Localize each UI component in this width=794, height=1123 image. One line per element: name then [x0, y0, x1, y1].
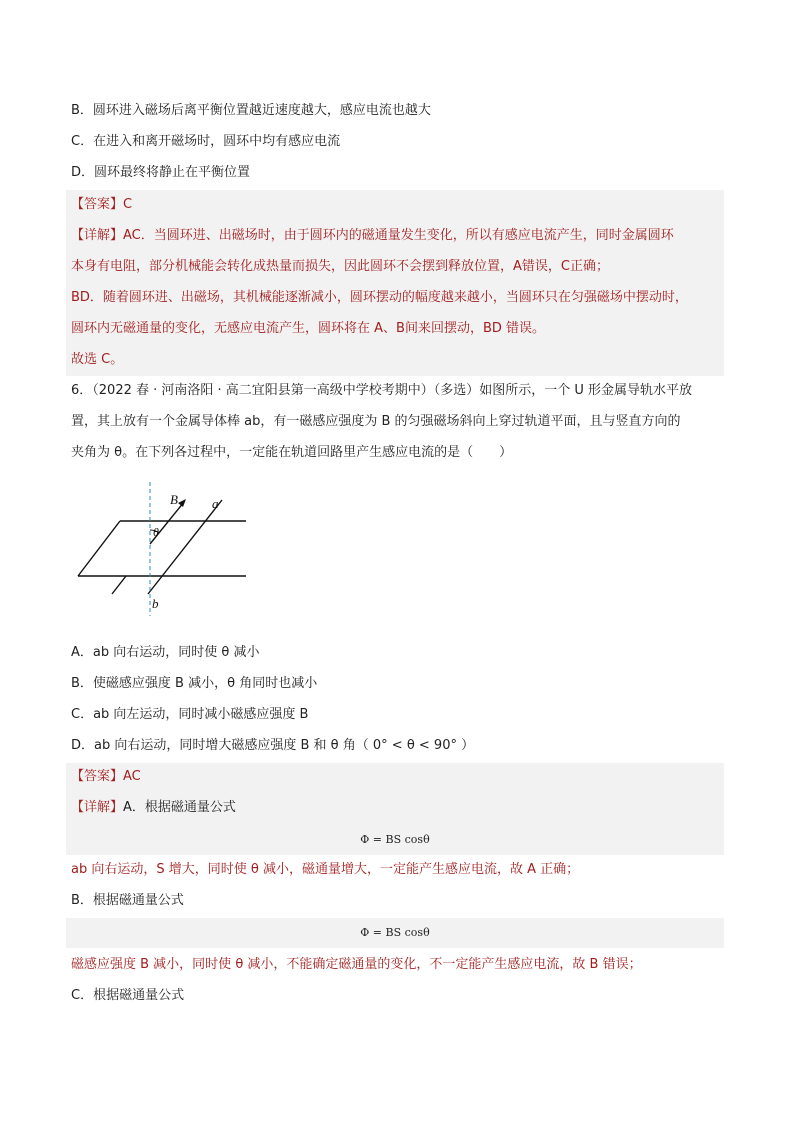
label-B: B — [170, 492, 178, 507]
q6-option-c: C．ab 向左运动，同时减小磁感应强度 B — [71, 707, 309, 722]
q6-detail-b: B．根据磁通量公式 — [71, 893, 184, 908]
prev-answer: 【答案】C — [71, 197, 133, 212]
prev-detail-line: 本身有电阻，部分机械能会转化成热量而损失，因此圆环不会摆到释放位置，A错误，C正确； — [71, 259, 609, 274]
detail-tag: 【详解】 — [71, 800, 124, 815]
rail-lower-stub — [112, 576, 126, 594]
prev-detail-line: 圆环内无磁通量的变化，无感应电流产生，圆环将在 A、B间来回摆动，BD 错误。 — [71, 321, 546, 336]
q6-stem-line: 6．（2022 春 · 河南洛阳 · 高二宜阳县第一高级中学校考期中）（多选）如图所示，一个 U 形金属导轨水平放 — [71, 383, 693, 398]
q6-option-a: A．ab 向右运动，同时使 θ 减小 — [71, 645, 260, 660]
u-rail-figure — [70, 476, 260, 626]
label-b: b — [152, 596, 159, 611]
q6-stem-line: 夹角为 θ。在下列各过程中，一定能在轨道回路里产生感应电流的是（ ） — [71, 445, 513, 460]
formula-flux-1: Φ = BS cosθ — [360, 833, 430, 846]
q6-detail-a — [71, 798, 236, 818]
detail-a-text: A．根据磁通量公式 — [123, 800, 236, 815]
field-vector-arrowhead — [178, 499, 186, 507]
conductor-rod-ab — [148, 500, 222, 594]
prev-option-b: B．圆环进入磁场后离平衡位置越近速度越大，感应电流也越大 — [71, 103, 431, 118]
q6-after-b: 磁感应强度 B 减小，同时使 θ 减小，不能确定磁通量的变化，不一定能产生感应电流，故 B 错误； — [71, 957, 642, 972]
q6-stem-line: 置，其上放有一个金属导体棒 ab，有一磁感应强度为 B 的匀强磁场斜向上穿过轨道平面，且与竖直方向的 — [71, 414, 681, 429]
rail-left-edge — [78, 521, 120, 576]
q6-option-b: B．使磁感应强度 B 减小，θ 角同时也减小 — [71, 676, 318, 691]
prev-conclusion: 故选 C。 — [71, 352, 124, 367]
q6-answer: 【答案】AC — [71, 769, 141, 784]
label-theta: θ — [153, 525, 159, 539]
q6-option-d: D．ab 向右运动，同时增大磁感应强度 B 和 θ 角（ 0° < θ < 90° ） — [71, 738, 475, 753]
prev-detail-line: 【详解】AC．当圆环进、出磁场时，由于圆环内的磁通量发生变化，所以有感应电流产生，同时金属圆环 — [71, 228, 674, 243]
prev-detail-line: BD．随着圆环进、出磁场，其机械能逐渐减小，圆环摆动的幅度越来越小，当圆环只在匀强磁场中摆动时， — [71, 290, 688, 305]
prev-option-d: D．圆环最终将静止在平衡位置 — [71, 165, 251, 180]
q6-detail-c: C．根据磁通量公式 — [71, 988, 185, 1003]
label-a: a — [212, 496, 219, 511]
q6-after-a: ab 向右运动，S 增大，同时使 θ 减小，磁通量增大，一定能产生感应电流，故 A 正确； — [71, 862, 580, 877]
prev-option-c: C．在进入和离开磁场时，圆环中均有感应电流 — [71, 134, 341, 149]
prev-solution-block — [66, 190, 724, 376]
formula-flux-2: Φ = BS cosθ — [360, 926, 430, 939]
